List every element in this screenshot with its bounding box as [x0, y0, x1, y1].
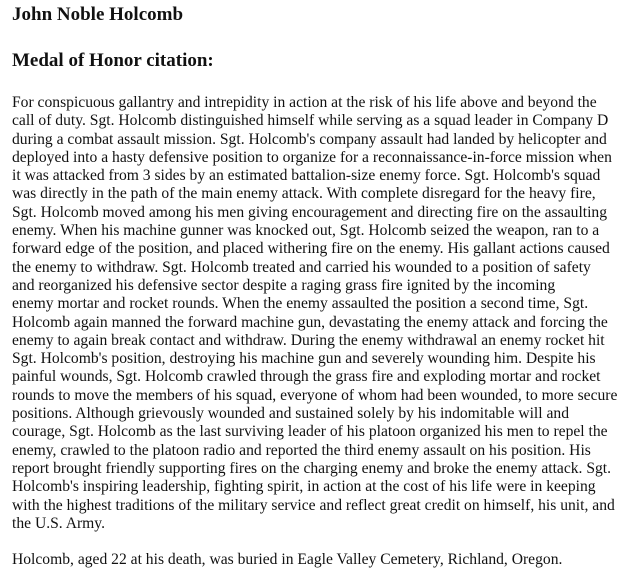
citation-line: deployed into a hasty defensive position to organize for a reconnaissance-in-force mission when	[12, 148, 612, 166]
citation-line: positions. Although grievously wounded and sustained solely by his indomitable will and	[12, 405, 570, 423]
burial-note: Holcomb, aged 22 at his death, was buried in Eagle Valley Cemetery, Richland, Oregon.	[12, 551, 563, 568]
citation-line: during a combat assault mission. Sgt. Holcomb's company assault had landed by helicopter and	[12, 130, 607, 148]
page-title: John Noble Holcomb	[12, 4, 184, 25]
citation-line: courage, Sgt. Holcomb as the last surviving leader of his platoon organized his men to repel the	[12, 423, 608, 441]
citation-line: enemy, crawled to the platoon radio and reported the third enemy assault on his position. His	[12, 441, 591, 459]
citation-line: enemy to again break contact and withdraw. During the enemy withdrawal an enemy rocket hit	[12, 331, 605, 349]
citation-line: rounds to move the members of his squad, everyone of whom had been wounded, to more secure	[12, 386, 618, 404]
citation-line: Holcomb again manned the forward machine gun, devastating the enemy attack and forcing the	[12, 313, 608, 331]
section-heading: Medal of Honor citation:	[12, 50, 214, 71]
citation-line: enemy. When his machine gunner was knocked out, Sgt. Holcomb seized the weapon, ran to a	[12, 222, 600, 240]
citation-line: the U.S. Army.	[12, 514, 105, 532]
citation-line: forward edge of the position, and placed withering fire on the enemy. His gallant actions caused	[12, 240, 610, 258]
citation-line: was directly in the path of the main enemy attack. With complete disregard for the heavy fire,	[12, 185, 596, 203]
citation-line: painful wounds, Sgt. Holcomb crawled through the grass fire and exploding mortar and rocket	[12, 368, 601, 386]
citation-paragraph	[12, 94, 632, 533]
citation-line: For conspicuous gallantry and intrepidity in action at the risk of his life above and beyond the	[12, 94, 597, 111]
citation-line: Holcomb's inspiring leadership, fighting spirit, in action at the cost of his life were in keeping	[12, 478, 596, 496]
citation-line: and reorganized his defensive sector despite a raging grass fire ignited by the incoming	[12, 276, 556, 294]
citation-line: Sgt. Holcomb's position, destroying his machine gun and severely wounding him. Despite his	[12, 350, 596, 368]
citation-line: call of duty. Sgt. Holcomb distinguished himself while serving as a squad leader in Company D	[12, 112, 609, 130]
citation-line: the enemy to withdraw. Sgt. Holcomb treated and carried his wounded to a position of safety	[12, 258, 591, 276]
citation-line: report brought friendly supporting fires on the charging enemy and broke the enemy attack. Sgt.	[12, 459, 612, 477]
citation-line: with the highest traditions of the military service and reflect great credit on himself, his unit, and	[12, 496, 615, 514]
citation-line: enemy mortar and rocket rounds. When the enemy assaulted the position a second time, Sgt.	[12, 295, 589, 313]
citation-line: Sgt. Holcomb moved among his men giving encouragement and directing fire on the assaulting	[12, 203, 608, 221]
citation-line: it was attacked from 3 sides by an estimated battalion-size enemy force. Sgt. Holcomb's squad	[12, 167, 601, 185]
